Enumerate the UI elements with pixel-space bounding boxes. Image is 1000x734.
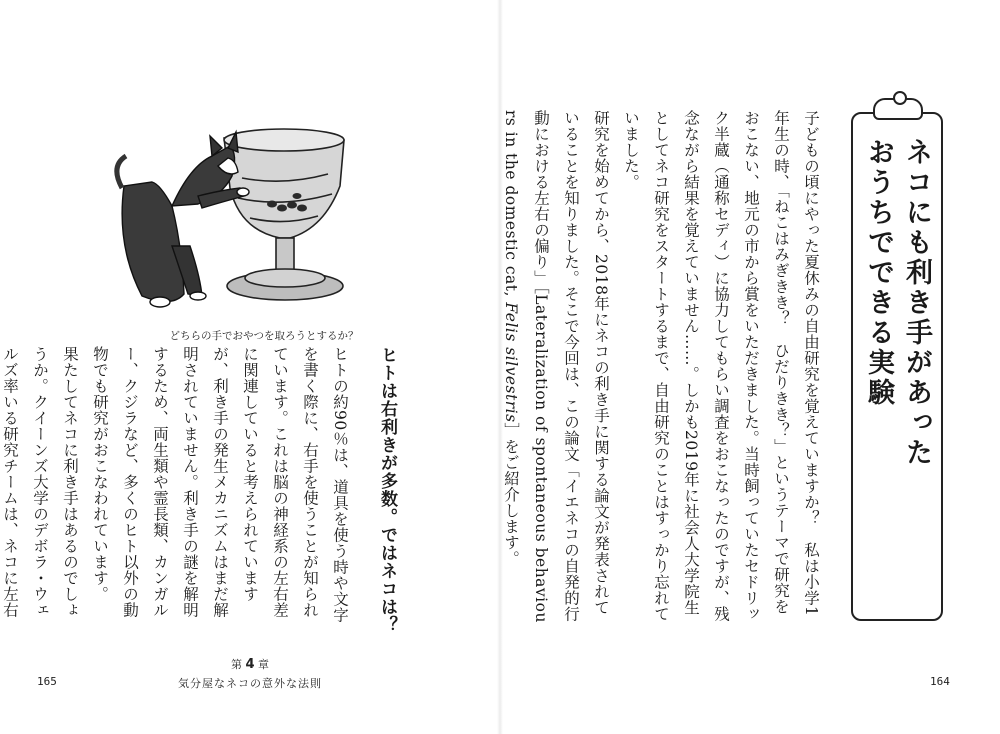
- left-body-text: [1, 346, 355, 628]
- citation-tail: ］をご紹介します。: [502, 422, 520, 567]
- illustration-caption: どちらの手でおやつを取ろうとするか？: [169, 330, 359, 342]
- page-number-right: 164: [930, 675, 950, 688]
- chapter-name: 気分屋なネコの意外な法則: [178, 677, 322, 690]
- citation-open: ［: [532, 286, 550, 295]
- title-line-2: おうちでできる実験: [863, 138, 894, 408]
- page-title: [859, 138, 935, 608]
- chapter-footer: [165, 656, 335, 691]
- paragraph: ヒトの約90％は、道具を使う時や文字を書く際に、右手を使うことが知られています。これは脳の神経系の左右差に関連していると考えられていますが、利き手の発生メカニズムはまだ解明されていません。利き手の謎を解明するため、両生類や霊長類、カンガルー、クジラなど、多くのヒト以外の動物でも研究がおこなわれています。: [91, 346, 349, 623]
- right-body-text: [502, 110, 826, 630]
- treat-glass-illustration: [224, 129, 344, 300]
- clipboard-clip-icon: [873, 98, 923, 120]
- paragraph: 子どもの頃にやった夏休みの自由研究を覚えていますか？ 私は小学1年生の時、「ねこはみぎきき？ ひだりきき？」というテーマで研究をおこない、地元の市から賞をいただきました。当時飼っていたセドリック半蔵（通称セディ）に協力してもらい調査をおこなったのですが、残念ながら結果を覚えていません……。しかも2019年に社会人大学院生としてネコ研究をスタートするまで、自由研究のことはすっかり忘れていました。: [622, 110, 820, 622]
- section-subheading: ヒトは右利きが多数。ではネコは？: [377, 346, 397, 634]
- paragraph: 研究を始めてから、2018年にネコの利き手に関する論文が発表されていることを知りました。そこで今回は、この論文「イエネコの自発的行動における左右の偏り」［Lateralization of spontaneous behaviours in the domestic cat, Felis silvestris］をご紹介します。: [502, 110, 610, 623]
- citation-species: Felis silvestris: [502, 302, 520, 423]
- chapter-number: 第 4 章: [230, 657, 270, 672]
- paragraph: 果たしてネコに利き手はあるのでしょうか。クイーンズ大学のデボラ・ウェルズ率いる研究チームは、ネコに左右: [1, 346, 79, 618]
- citation-title: Lateralization of spontaneous behaviours in the domestic cat,: [502, 110, 550, 623]
- title-line-1: ネコにも利き手があった: [901, 138, 932, 468]
- cat-illustration: [112, 126, 382, 321]
- page-number-left: 165: [37, 675, 57, 688]
